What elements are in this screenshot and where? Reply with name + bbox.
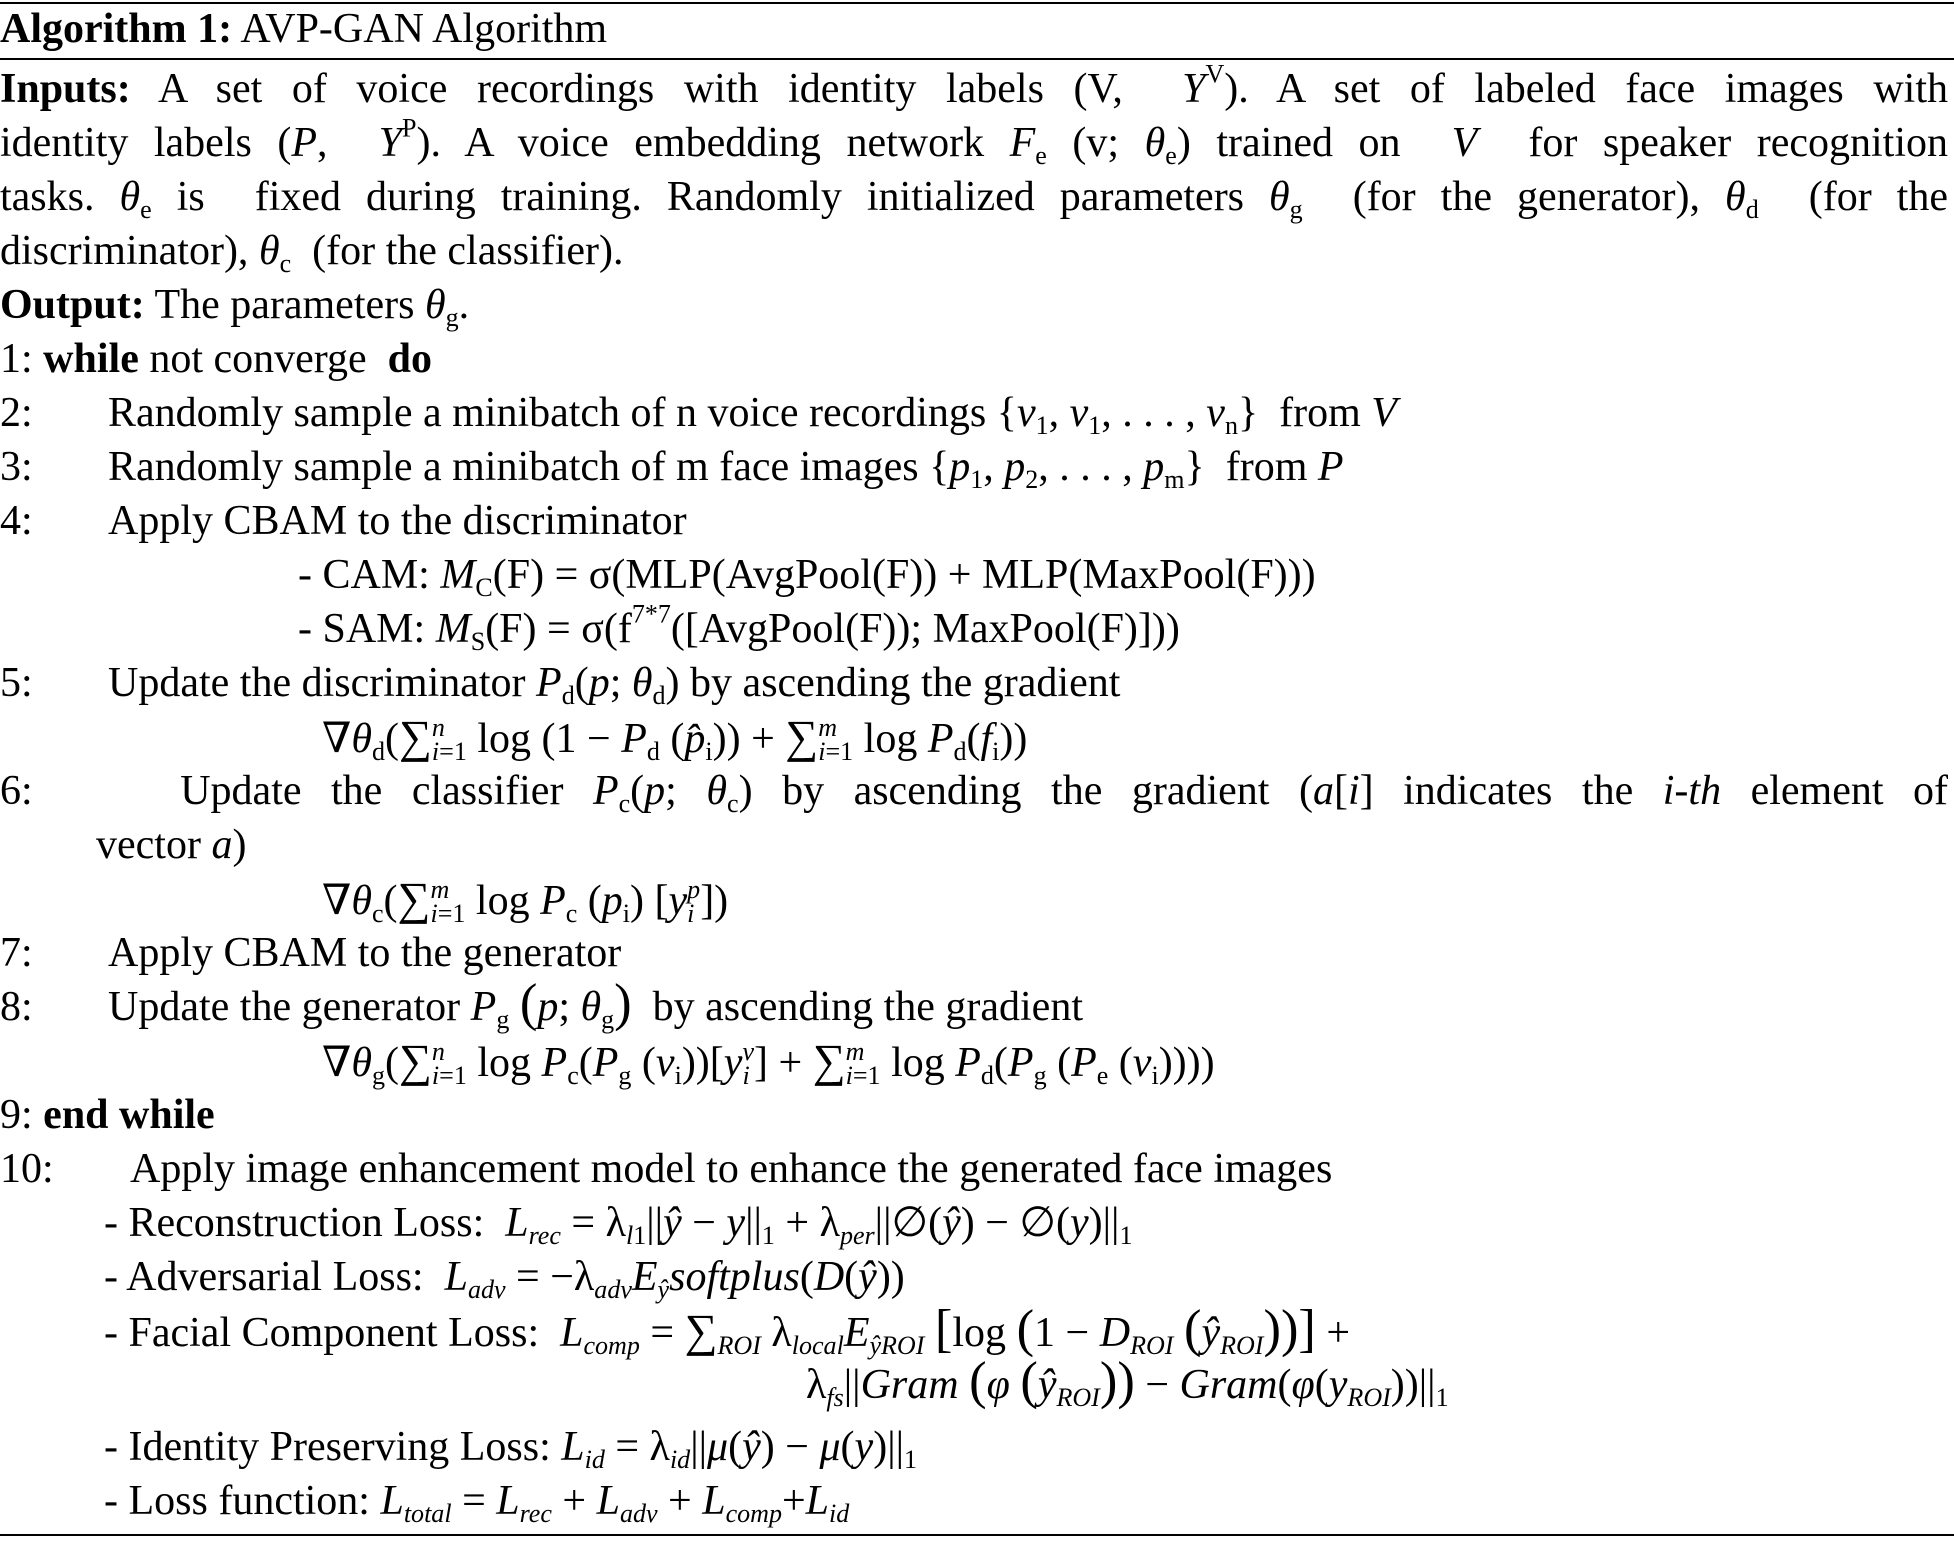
step-1-number: 1:: [0, 336, 33, 382]
step-5-text-b: by ascending the gradient: [690, 660, 1121, 706]
step-3: 3: Randomly sample a minibatch of m face images {$p_1$, $p_2$, . . . , $p_m$} from P: [0, 444, 1344, 494]
algorithm-name: AVP-GAN Algorithm: [240, 6, 608, 52]
step-7-number: 7:: [0, 930, 33, 976]
step-4-sam: - SAM: $M_S(F)$ = $\sigma(f^{7*7}([AvgPool(F))$; MaxPool(F)])): [298, 599, 1180, 656]
step-2-number: 2:: [0, 390, 33, 436]
step-5-number: 5:: [0, 660, 33, 706]
step-3-text: Randomly sample a minibatch of m face images: [108, 444, 919, 490]
step-5-gradient: $\nabla\theta_d(\sum$ n i=1 $\log (1 - P_d$ $(p̂_i)$) + ∑ m i=1 $\log P_d(f_i)$): [322, 711, 1028, 766]
step-6-number: 6:: [0, 768, 33, 814]
step-6-ith: i-th: [1662, 768, 1722, 814]
step-8-gradient: $\nabla\theta_g(\sum$ n i=1 $\log P_c(P_g$ $(v_i))[y$ v i ] + ∑ m i=1 $\log P_d(P_g$ ($P_e$ $(v_i)$))): [322, 1035, 1215, 1090]
cam-equation: (F) = σ(MLP(AvgPool(F)) + MLP(MaxPool(F))): [492, 552, 1316, 598]
facial-component-loss-label: - Facial Component Loss:: [104, 1310, 540, 1356]
adversarial-loss: - Adversarial Loss: $L_{adv}$ = $-\lambda_{adv}E_ŷsoftplus(D(ŷ))$: [104, 1254, 905, 1304]
step-6-text-a: Update the classifier: [180, 768, 564, 814]
step-7-text: Apply CBAM to the generator: [108, 930, 622, 976]
step-6-vector: vector: [96, 822, 201, 868]
step-8-text-b: by ascending the gradient: [652, 984, 1083, 1030]
step-3-from: from: [1225, 444, 1308, 490]
step-1-text: not converge: [149, 336, 367, 382]
inputs-label: Inputs:: [0, 66, 131, 112]
bottom-rule: [0, 1534, 1954, 1536]
algorithm-title: [0, 2, 607, 56]
step-6-gradient: $\nabla\theta_c(\sum$ m i=1 $\log P_c$ $(p_i)$ [y p i ]): [322, 873, 729, 928]
step-6-text-d: element of: [1750, 768, 1949, 814]
while-keyword: while: [43, 336, 139, 382]
step-4: [0, 494, 687, 548]
facial-component-loss-cont: $\lambda_{fs}||Gram$ (φ $(ŷ_{ROI})$) − $Gram(\varphi(y_{ROI}))||_1$: [806, 1352, 1449, 1412]
step-8-text-a: Update the generator: [108, 984, 461, 1030]
step-6-text-c: indicates the: [1403, 768, 1634, 814]
reconstruction-loss-label: - Reconstruction Loss:: [104, 1200, 485, 1246]
step-6-text-b: by ascending the gradient: [782, 768, 1270, 814]
output-label: Output:: [0, 282, 145, 328]
step-2: 2: Randomly sample a minibatch of n voice recordings {$v_1$, $v_1$, . . . , $v_n$} from V: [0, 390, 1397, 440]
total-loss: - Loss function: $L_{total} = L_{rec} + L_{adv} + L_{comp}+L_{id}$: [104, 1478, 850, 1528]
inputs-line-3: tasks. $\theta_e$ is fixed during training. Randomly initialized parameters $\theta_g$ (for the generator), $\theta_d$ (for the: [0, 174, 1948, 224]
step-6-continuation: vector a): [96, 822, 247, 868]
cam-label: - CAM:: [298, 552, 430, 598]
reconstruction-loss: - Reconstruction Loss: $L_{rec}$ = $\lambda_{l1}||ŷ - y||_1$ + $\lambda_{per}||\emptyset(ŷ)$ − $\emptyset(y)||_1$: [104, 1200, 1133, 1250]
step-8-number: 8:: [0, 984, 33, 1030]
sam-equation-b: ([AvgPool(F)); MaxPool(F)])): [670, 606, 1180, 652]
output-line: Output: The parameters $\theta_g$.: [0, 282, 470, 332]
step-5-text-a: Update the discriminator: [108, 660, 526, 706]
step-5: 5: Update the discriminator $P_d(p$; $\theta_d$) by ascending the gradient: [0, 660, 1121, 710]
identity-preserving-loss: - Identity Preserving Loss: $L_{id}$ = $\lambda_{id}||\mu(ŷ) - \mu(y)||_1$: [104, 1424, 918, 1474]
inputs-line-1: Inputs: A set of voice recordings with identity labels (V, $Y^V$). A set of labeled face images with: [0, 59, 1948, 112]
step-7: [0, 926, 622, 980]
adversarial-loss-label: - Adversarial Loss:: [104, 1254, 424, 1300]
inputs-line-4: discriminator), $\theta_c$ (for the classifier).: [0, 228, 624, 278]
header-rule: [0, 58, 1954, 60]
sam-equation-a: (F) = σ(f: [485, 606, 632, 652]
step-2-from: from: [1279, 390, 1361, 436]
sam-label: - SAM:: [298, 606, 426, 652]
sam-kernel-size: 7*7: [631, 599, 671, 629]
do-keyword: do: [387, 336, 433, 382]
step-3-number: 3:: [0, 444, 33, 490]
step-10: [0, 1142, 1333, 1196]
algorithm-label: Algorithm 1:: [0, 6, 233, 52]
step-4-text: Apply CBAM to the discriminator: [108, 498, 687, 544]
total-loss-label: - Loss function:: [104, 1478, 370, 1524]
step-1: [0, 332, 432, 386]
step-9-number: 9:: [0, 1092, 33, 1138]
step-4-number: 4:: [0, 498, 33, 544]
step-10-text: Apply image enhancement model to enhance the generated face images: [130, 1146, 1333, 1192]
step-9: [0, 1088, 215, 1142]
step-6: 6: Update the classifier $P_c(p$; $\theta_c$) by ascending the gradient (a[i] indicates the i-th element of: [0, 768, 1949, 818]
inputs-line-2: identity labels (P, $Y^P$). A voice embedding network $F_e$ (v; $\theta_e$) trained on V for speaker recognition: [0, 113, 1949, 170]
step-8: 8: Update the generator $P_g$ (p; $\theta_g$) by ascending the gradient: [0, 974, 1083, 1034]
step-4-cam: - CAM: $M_C(F)$ = σ(MLP(AvgPool(F)) + MLP(MaxPool(F))): [298, 552, 1316, 602]
facial-component-loss: - Facial Component Loss: $L_{comp} = \sum_{ROI}$ $\lambda_{local}E_{ŷROI}$ [log ($1 - D_{ROI}$ $(ŷ_{ROI})$)] +: [104, 1300, 1351, 1360]
end-while-keyword: end while: [43, 1092, 215, 1138]
identity-preserving-loss-label: - Identity Preserving Loss:: [104, 1424, 551, 1470]
step-2-text: Randomly sample a minibatch of n voice recordings: [108, 390, 987, 436]
step-10-number: 10:: [0, 1146, 54, 1192]
